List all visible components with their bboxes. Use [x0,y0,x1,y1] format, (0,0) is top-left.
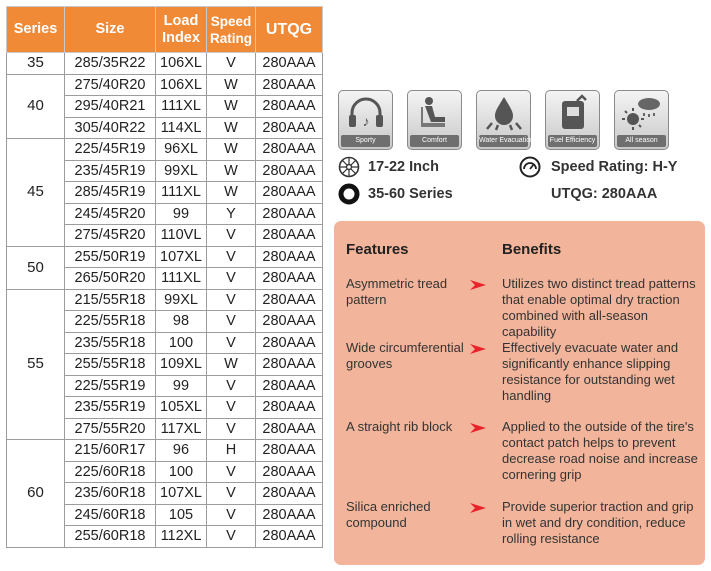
size-cell: 215/60R17 [65,440,156,462]
series-cell: 50 [7,246,65,289]
speed-rating-cell: V [207,397,256,419]
header-speed-line1: Speed [210,13,252,29]
series-cell: 60 [7,440,65,548]
load-index-cell: 109XL [156,354,207,376]
size-cell: 265/50R20 [65,268,156,290]
table-row [7,139,323,161]
load-index-cell: 107XL [156,246,207,268]
water-evacuation-badge [476,90,534,150]
feature-text: Asymmetric tread pattern [346,276,448,307]
load-index-cell: 99XL [156,289,207,311]
utqg-text: UTQG: 280AAA [551,186,658,202]
size-cell: 285/45R19 [65,182,156,204]
benefit-text: Utilizes two distinct tread patterns that enable optimal dry traction combined with all-season capability [502,276,696,339]
header-speed-rating [207,7,256,53]
utqg-cell: 280AAA [256,461,323,483]
sun-cloud-icon [622,95,662,131]
speed-rating-cell: V [207,418,256,440]
speed-rating-cell: V [207,504,256,526]
speed-rating-cell: V [207,332,256,354]
header-speed-line2: Rating [210,30,252,46]
fuel-efficiency-badge [545,90,600,150]
table-row [7,440,323,462]
feature-text: Wide circumferential grooves [346,340,464,371]
utqg-cell: 280AAA [256,203,323,225]
fuel-efficiency-label: Fuel Efficiency [548,135,597,147]
arrow-right-icon [470,344,486,354]
speed-rating-cell: W [207,139,256,161]
water-drop-icon [484,95,524,131]
header-load-line2: Index [162,29,200,46]
benefit-text: Provide superior traction and grip in wet and dry condition, reduce rolling resistance [502,499,694,546]
size-cell: 295/40R21 [65,96,156,118]
utqg-cell: 280AAA [256,225,323,247]
utqg-cell: 280AAA [256,246,323,268]
size-cell: 275/55R20 [65,418,156,440]
utqg-cell: 280AAA [256,483,323,505]
table-row [7,289,323,311]
speed-rating-cell: W [207,74,256,96]
speed-rating-cell: W [207,117,256,139]
load-index-cell: 105 [156,504,207,526]
table-body [7,53,323,548]
utqg-cell: 280AAA [256,53,323,75]
size-cell: 245/45R20 [65,203,156,225]
features-benefits-panel [334,221,705,565]
load-index-cell: 96 [156,440,207,462]
size-cell: 235/45R19 [65,160,156,182]
speed-rating-cell: V [207,246,256,268]
utqg-cell: 280AAA [256,418,323,440]
speed-rating-cell: V [207,483,256,505]
series-cell: 45 [7,139,65,247]
size-cell: 255/60R18 [65,526,156,548]
speed-rating-cell: V [207,53,256,75]
speedometer-icon [519,156,541,178]
tire-icon [338,183,360,205]
size-cell: 275/45R20 [65,225,156,247]
speed-rating-cell: V [207,375,256,397]
size-cell: 235/55R19 [65,397,156,419]
size-cell: 305/40R22 [65,117,156,139]
load-index-cell: 111XL [156,96,207,118]
size-cell: 225/45R19 [65,139,156,161]
utqg-cell: 280AAA [256,182,323,204]
speed-rating-cell: Y [207,203,256,225]
benefit-text: Applied to the outside of the tire's contact patch helps to prevent decrease road noise and increase cornering grip [502,419,698,482]
load-index-cell: 99XL [156,160,207,182]
size-cell: 225/55R18 [65,311,156,333]
load-index-cell: 106XL [156,53,207,75]
tire-size-table [6,6,323,548]
speed-rating-cell: V [207,311,256,333]
all-season-label: All season [617,135,666,147]
utqg-cell: 280AAA [256,160,323,182]
load-index-cell: 112XL [156,526,207,548]
header-load-index [156,7,207,53]
speed-rating-cell: V [207,225,256,247]
utqg-cell: 280AAA [256,440,323,462]
series-cell: 35 [7,53,65,75]
header-load-line1: Load [163,12,199,29]
size-cell: 235/60R18 [65,483,156,505]
load-index-cell: 114XL [156,117,207,139]
rim-size-text: 17-22 Inch [368,159,439,175]
load-index-cell: 105XL [156,397,207,419]
size-cell: 255/50R19 [65,246,156,268]
benefits-heading: Benefits [502,241,562,258]
size-cell: 275/40R20 [65,74,156,96]
speed-rating-cell: W [207,182,256,204]
speed-rating-cell: W [207,96,256,118]
load-index-cell: 96XL [156,139,207,161]
feature-icon-row [338,90,669,150]
size-cell: 285/35R22 [65,53,156,75]
table-row [7,74,323,96]
utqg-cell: 280AAA [256,117,323,139]
utqg-cell: 280AAA [256,96,323,118]
features-heading: Features [346,241,409,258]
table-row [7,53,323,75]
arrow-right-icon [470,503,486,513]
utqg-cell: 280AAA [256,397,323,419]
speed-rating-cell: V [207,526,256,548]
feature-text: A straight rib block [346,419,453,434]
speed-rating-text: Speed Rating: H-Y [551,159,678,175]
all-season-badge [614,90,669,150]
load-index-cell: 100 [156,461,207,483]
sporty-label: Sporty [341,135,390,147]
utqg-cell: 280AAA [256,139,323,161]
series-range-text: 35-60 Series [368,186,453,202]
sporty-badge [338,90,393,150]
utqg-cell: 280AAA [256,504,323,526]
rim-icon [338,156,360,178]
seat-icon [415,95,455,131]
utqg-cell: 280AAA [256,354,323,376]
load-index-cell: 111XL [156,182,207,204]
speed-rating-cell: W [207,354,256,376]
table-header-row [7,7,323,53]
utqg-cell: 280AAA [256,375,323,397]
load-index-cell: 99 [156,203,207,225]
load-index-cell: 117XL [156,418,207,440]
utqg-cell: 280AAA [256,268,323,290]
load-index-cell: 106XL [156,74,207,96]
comfort-badge [407,90,462,150]
size-cell: 225/60R18 [65,461,156,483]
speed-rating-cell: V [207,289,256,311]
size-cell: 225/55R19 [65,375,156,397]
size-cell: 215/55R18 [65,289,156,311]
fuel-can-icon [553,95,593,131]
svg-text:♪: ♪ [362,113,370,129]
load-index-cell: 100 [156,332,207,354]
header-series: Series [7,7,65,53]
arrow-right-icon [470,423,486,433]
series-cell: 40 [7,74,65,139]
load-index-cell: 110VL [156,225,207,247]
speed-rating-cell: V [207,268,256,290]
speed-rating-cell: H [207,440,256,462]
speed-rating-cell: W [207,160,256,182]
arrow-right-icon [470,280,486,290]
load-index-cell: 111XL [156,268,207,290]
size-cell: 255/55R18 [65,354,156,376]
utqg-cell: 280AAA [256,74,323,96]
utqg-cell: 280AAA [256,311,323,333]
feature-text: Silica enriched compound [346,499,431,530]
utqg-cell: 280AAA [256,332,323,354]
header-utqg: UTQG [256,7,323,53]
comfort-label: Comfort [410,135,459,147]
benefit-text: Effectively evacuate water and significantly enhance slipping resistance for outstanding wet handling [502,340,679,403]
size-cell: 235/55R18 [65,332,156,354]
header-size: Size [65,7,156,53]
size-cell: 245/60R18 [65,504,156,526]
water-evacuation-label: Water Evacuation [479,135,528,147]
headphones-icon [346,95,386,131]
utqg-cell: 280AAA [256,289,323,311]
load-index-cell: 99 [156,375,207,397]
speed-rating-cell: V [207,461,256,483]
series-cell: 55 [7,289,65,440]
table-row [7,246,323,268]
load-index-cell: 98 [156,311,207,333]
load-index-cell: 107XL [156,483,207,505]
utqg-cell: 280AAA [256,526,323,548]
